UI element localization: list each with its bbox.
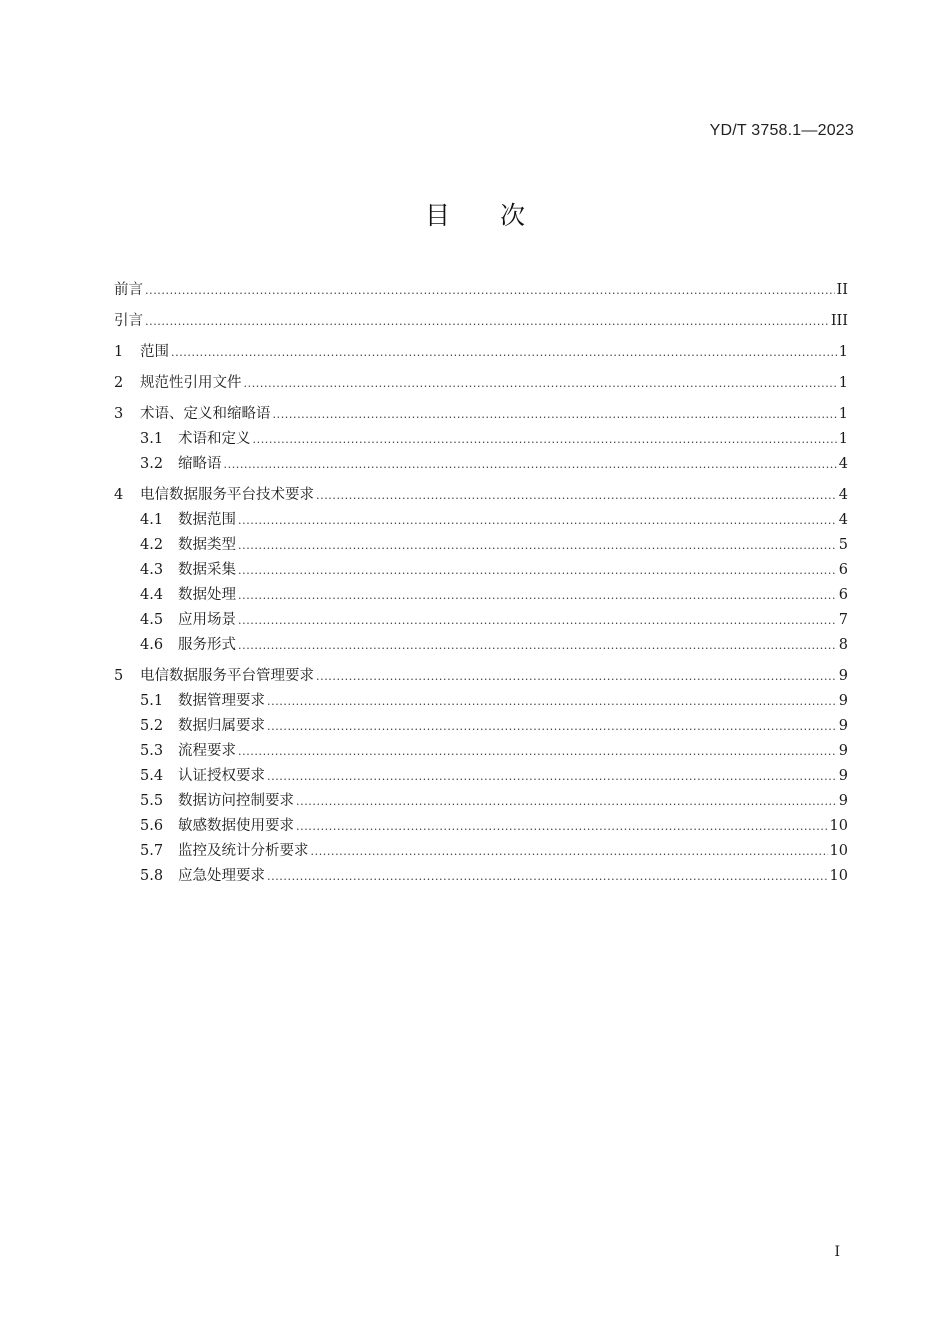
toc-entry[interactable] [114,839,848,864]
toc-entry-number: 4.5 [140,612,164,628]
toc-dot-leader [171,340,837,365]
page-title: 目次 [424,201,575,230]
toc-entry-page: 4 [838,487,848,503]
toc-entry-page: 9 [838,793,848,809]
toc-entry[interactable] [114,789,848,814]
toc-entry[interactable] [114,714,848,739]
toc-dot-leader [311,839,828,864]
toc-entry-text: 规范性引用文件 [140,375,242,391]
toc-entry-label [114,664,314,689]
toc-entry-number: 4.2 [140,537,164,553]
toc-dot-leader [238,533,837,558]
toc-entry-number: 3.2 [140,456,164,472]
toc-dot-leader [273,402,837,427]
toc-entry-page: 10 [829,843,848,859]
toc-dot-leader [238,608,837,633]
toc-entry-number: 5.7 [140,843,164,859]
toc-entry-page: III [830,313,848,329]
toc-entry-number: 5.8 [140,868,164,884]
toc-entry-page: 9 [838,743,848,759]
toc-entry-text: 服务形式 [178,637,236,653]
toc-entry[interactable] [114,739,848,764]
toc-entry-label [114,402,271,427]
toc-entry-text: 监控及统计分析要求 [178,843,309,859]
toc-entry[interactable] [114,689,848,714]
toc-entry[interactable] [114,633,848,658]
toc-entry-number: 4.6 [140,637,164,653]
toc-entry-text: 应用场景 [178,612,236,628]
toc-entry-label [114,483,314,508]
toc-entry-page: 8 [838,637,848,653]
toc-entry-text: 术语和定义 [178,431,251,447]
toc-entry-label [140,608,236,633]
toc-entry-label [140,508,236,533]
toc-entry-number: 5.4 [140,768,164,784]
toc-entry-page: 4 [838,456,848,472]
toc-entry[interactable] [114,402,848,427]
toc-entry-label [140,533,236,558]
toc-entry-label [140,689,265,714]
toc-entry-text: 术语、定义和缩略语 [140,406,271,422]
toc-entry-page: 9 [838,693,848,709]
toc-entry[interactable] [114,814,848,839]
toc-entry-page: II [836,282,848,298]
toc-dot-leader [238,633,837,658]
toc-entry-page: 6 [838,587,848,603]
toc-dot-leader [244,371,837,396]
toc-entry-label [114,371,242,396]
toc-entry-label [114,309,143,334]
toc-entry-label [114,340,169,365]
toc-dot-leader [238,508,837,533]
toc-entry[interactable] [114,583,848,608]
toc-entry-label [140,864,265,889]
toc-entry-text: 认证授权要求 [178,768,265,784]
toc-entry-label [140,839,309,864]
toc-entry-number: 5.5 [140,793,164,809]
toc-entry-label [114,278,143,303]
toc-entry[interactable] [114,864,848,889]
toc-entry-text: 电信数据服务平台管理要求 [140,668,314,684]
toc-entry-text: 数据访问控制要求 [178,793,294,809]
toc-entry-label [140,739,236,764]
toc-entry-page: 9 [838,768,848,784]
toc-dot-leader [145,278,835,303]
toc-entry-label [140,789,294,814]
toc-entry-number: 5.2 [140,718,164,734]
toc-entry-label [140,427,251,452]
toc-entry[interactable] [114,483,848,508]
toc-entry-text: 电信数据服务平台技术要求 [140,487,314,503]
toc-entry-page: 9 [838,718,848,734]
toc-entry-text: 缩略语 [178,456,222,472]
toc-entry-number: 4.3 [140,562,164,578]
toc-entry-text: 数据类型 [178,537,236,553]
toc-entry-text: 数据归属要求 [178,718,265,734]
toc-entry-page: 1 [838,375,848,391]
toc-dot-leader [267,764,837,789]
toc-entry-page: 4 [838,512,848,528]
page-number: I [834,1244,840,1260]
toc-entry-page: 7 [838,612,848,628]
toc-entry-text: 数据采集 [178,562,236,578]
toc-entry-number: 4.1 [140,512,164,528]
toc-entry[interactable] [114,508,848,533]
toc-dot-leader [296,789,837,814]
toc-dot-leader [316,664,837,689]
toc-entry-page: 1 [838,344,848,360]
toc-entry[interactable] [114,278,848,303]
toc-entry[interactable] [114,452,848,477]
toc-dot-leader [224,452,837,477]
toc-entry-page: 1 [838,406,848,422]
toc-dot-leader [267,714,837,739]
toc-entry-text: 应急处理要求 [178,868,265,884]
toc-dot-leader [267,689,837,714]
toc-entry-text: 数据处理 [178,587,236,603]
toc-entry-number: 5.6 [140,818,164,834]
toc-entry-number: 1 [114,344,124,360]
toc-entry[interactable] [114,340,848,365]
toc-entry[interactable] [114,664,848,689]
toc-dot-leader [253,427,837,452]
toc-entry-label [140,583,236,608]
toc-entry-label [140,558,236,583]
toc-entry-number: 4 [114,487,124,503]
toc-entry-page: 9 [838,668,848,684]
toc-entry-text: 引言 [114,313,143,329]
toc-entry-label [140,764,265,789]
toc-entry-number: 5.1 [140,693,164,709]
toc-entry-number: 2 [114,375,124,391]
document-id: YD/T 3758.1—2023 [709,122,854,139]
toc-entry[interactable] [114,309,848,334]
toc-entry[interactable] [114,764,848,789]
toc-entry-page: 5 [838,537,848,553]
toc-entry-number: 5.3 [140,743,164,759]
table-of-contents [114,278,848,889]
toc-entry-page: 1 [838,431,848,447]
toc-entry-label [140,633,236,658]
toc-entry-number: 5 [114,668,124,684]
toc-entry-text: 数据范围 [178,512,236,528]
toc-entry[interactable] [114,608,848,633]
toc-entry-label [140,814,294,839]
toc-dot-leader [145,309,829,334]
toc-dot-leader [316,483,837,508]
toc-entry-text: 范围 [140,344,169,360]
toc-entry-page: 6 [838,562,848,578]
toc-entry[interactable] [114,533,848,558]
toc-entry-label [140,452,222,477]
toc-entry-page: 10 [829,818,848,834]
toc-entry[interactable] [114,371,848,396]
toc-entry[interactable] [114,427,848,452]
toc-dot-leader [267,864,828,889]
toc-dot-leader [238,558,837,583]
toc-entry-number: 3.1 [140,431,164,447]
toc-entry-page: 10 [829,868,848,884]
toc-entry-text: 流程要求 [178,743,236,759]
toc-entry-number: 3 [114,406,124,422]
toc-dot-leader [238,739,837,764]
toc-entry-text: 前言 [114,282,143,298]
toc-entry-text: 数据管理要求 [178,693,265,709]
toc-entry-text: 敏感数据使用要求 [178,818,294,834]
toc-dot-leader [238,583,837,608]
toc-dot-leader [296,814,828,839]
toc-entry-label [140,714,265,739]
toc-entry[interactable] [114,558,848,583]
toc-entry-number: 4.4 [140,587,164,603]
